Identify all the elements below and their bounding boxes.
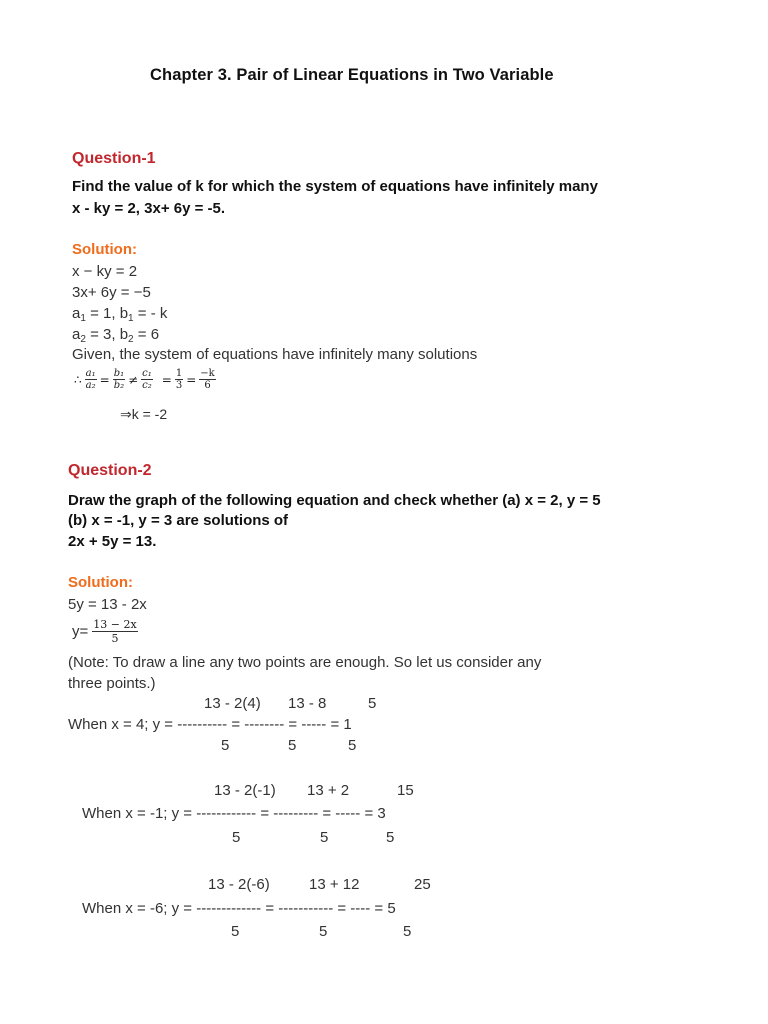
fraction-den: 6	[204, 380, 211, 391]
calc-1-bottom-1: 5	[221, 737, 230, 754]
calc-3-bottom-1: 5	[231, 923, 240, 940]
coef-b2-sub: 2	[128, 334, 134, 345]
coef-b1-value: = - k	[133, 305, 168, 322]
calc-3-top-3: 25	[414, 876, 431, 893]
solution-1-heading: Solution:	[72, 241, 137, 258]
fraction-den: 5	[111, 632, 119, 645]
fraction-num: 1	[175, 368, 183, 379]
question-1-text-line-2: x - ky = 2, 3x+ 6y = -5.	[72, 200, 226, 217]
calc-2-bottom-2: 5	[320, 829, 329, 846]
calc-2-middle: When x = -1; y = ------------ = --------- = ----- = 3	[82, 805, 386, 822]
coef-b1-sub: 1	[128, 313, 134, 324]
equals-sign: =	[161, 372, 172, 387]
calc-1-top-3: 5	[368, 695, 377, 712]
fraction-num: a₁	[85, 368, 96, 379]
coef-a2-value: = 3,	[85, 326, 120, 343]
fraction-den: b₂	[113, 380, 125, 391]
calc-3-bottom-2: 5	[319, 923, 328, 940]
step-2-lhs: y=	[72, 623, 89, 640]
coef-b2-value: = 6	[133, 326, 160, 343]
calc-3-bottom-3: 5	[403, 923, 412, 940]
calc-1-top-2: 13 - 8	[288, 695, 327, 712]
calc-1-bottom-3: 5	[348, 737, 357, 754]
fraction-13-minus-2x-over-5	[92, 618, 137, 645]
fraction-num: c₁	[142, 368, 152, 379]
calc-2-top-3: 15	[397, 782, 414, 799]
calc-2-top-1: 13 - 2(-1)	[214, 782, 276, 799]
page-title: Chapter 3. Pair of Linear Equations in Two Variable	[150, 66, 554, 84]
solution-2-note-line-2: three points.)	[68, 675, 156, 692]
solution-1-equation-2: 3x+ 6y = −5	[72, 284, 151, 301]
fraction-b1-b2	[113, 368, 125, 391]
coef-a1-sub: 1	[80, 313, 86, 324]
coef-a2-sub: 2	[80, 334, 86, 345]
question-1-text-line-1: Find the value of k for which the system of equations have infinitely many	[72, 178, 598, 195]
solution-2-step-2	[72, 618, 139, 645]
equals-sign: =	[186, 372, 197, 387]
fraction-num: −k	[200, 368, 215, 379]
calc-3-top-2: 13 + 12	[309, 876, 360, 893]
question-2-text-line-3: 2x + 5y = 13.	[68, 533, 157, 550]
calc-2-bottom-1: 5	[232, 829, 241, 846]
solution-1-coefficients-1	[72, 305, 167, 324]
solution-2-heading: Solution:	[68, 574, 133, 591]
calc-1-bottom-2: 5	[288, 737, 297, 754]
coef-a1-label: a	[72, 305, 81, 322]
coef-b1-label: b	[119, 305, 129, 322]
fraction-num: b₁	[113, 368, 125, 379]
therefore-symbol: ∴	[74, 372, 82, 387]
solution-2-note-line-1: (Note: To draw a line any two points are enough. So let us consider any	[68, 654, 542, 671]
not-equal-sign: ≠	[128, 372, 139, 387]
coef-a1-value: = 1,	[85, 305, 120, 322]
calc-1-middle: When x = 4; y = ---------- = -------- = ----- = 1	[68, 716, 352, 733]
coef-b2-label: b	[119, 326, 129, 343]
question-1-heading: Question-1	[72, 150, 156, 167]
fraction-num: 13 − 2x	[93, 618, 137, 631]
fraction-1-3	[175, 368, 183, 391]
fraction-minus-k-6	[199, 368, 215, 391]
solution-1-result: ⇒k = -2	[120, 406, 168, 422]
fraction-den: c₂	[142, 380, 152, 391]
calc-3-middle: When x = -6; y = ------------- = ----------- = ---- = 5	[82, 900, 396, 917]
question-2-text-line-1: Draw the graph of the following equation and check whether (a) x = 2, y = 5	[68, 492, 601, 509]
fraction-c1-c2	[141, 368, 153, 391]
question-2-text-line-2: (b) x = -1, y = 3 are solutions of	[68, 512, 289, 529]
solution-1-given: Given, the system of equations have infinitely many solutions	[72, 346, 478, 363]
coef-a2-label: a	[72, 326, 81, 343]
fraction-a1-a2	[85, 368, 97, 391]
calc-2-bottom-3: 5	[386, 829, 395, 846]
calc-2-top-2: 13 + 2	[307, 782, 350, 799]
calc-3-top-1: 13 - 2(-6)	[208, 876, 270, 893]
question-2-heading: Question-2	[68, 462, 152, 479]
solution-2-step-1: 5y = 13 - 2x	[68, 596, 147, 613]
calc-1-top-1: 13 - 2(4)	[204, 695, 261, 712]
solution-1-equation-1: x − ky = 2	[72, 263, 138, 280]
fraction-den: a₂	[85, 380, 96, 391]
ratio-equation	[72, 368, 217, 391]
solution-1-coefficients-2	[72, 326, 159, 345]
fraction-den: 3	[175, 380, 183, 391]
equals-sign: =	[99, 372, 110, 387]
